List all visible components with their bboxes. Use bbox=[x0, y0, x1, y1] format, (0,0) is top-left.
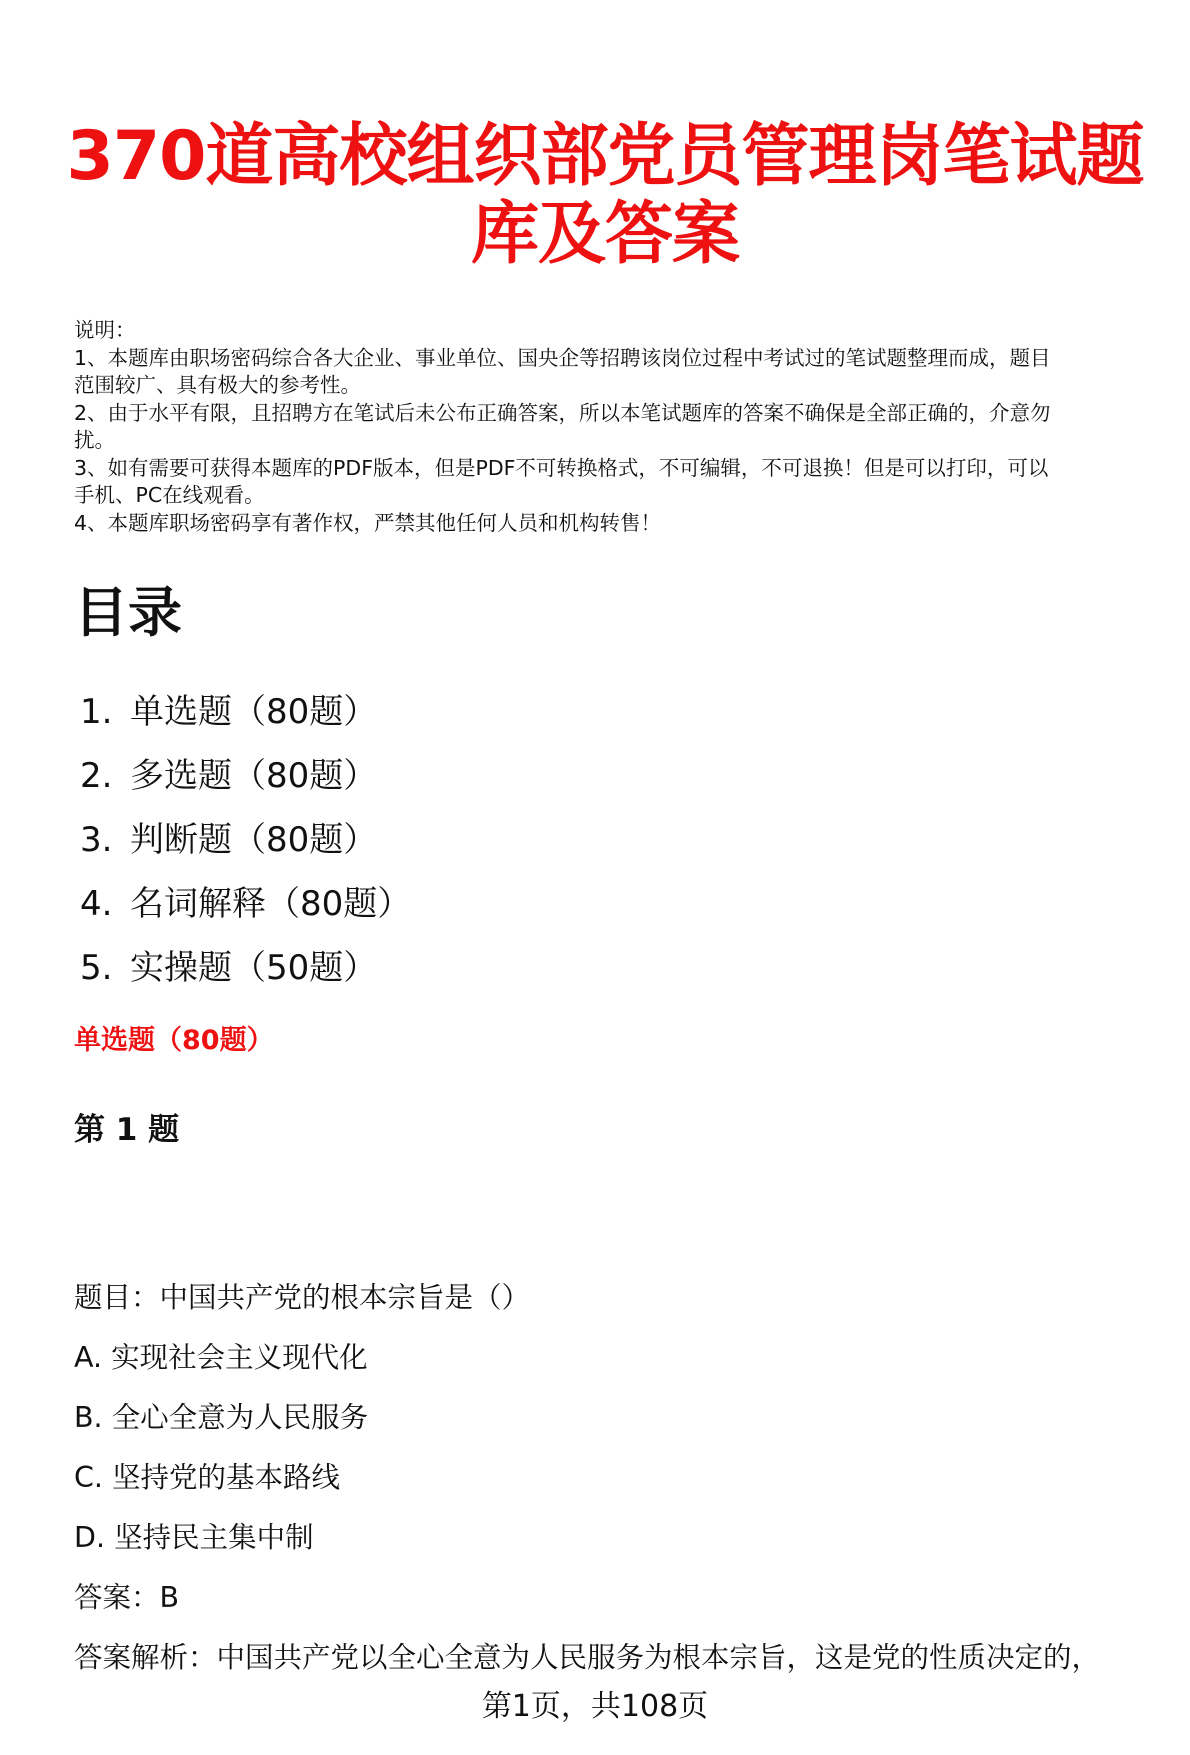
notes-block bbox=[74, 317, 1154, 537]
option-c: C. 坚持党的基本路线 bbox=[74, 1461, 341, 1494]
toc-item-label: 单选题（80题） bbox=[130, 692, 378, 732]
notes-line: 4、本题库职场密码享有著作权，严禁其他任何人员和机构转售！ bbox=[74, 510, 662, 535]
question-block bbox=[74, 1268, 1154, 1688]
title-line-2: 库及答案 bbox=[470, 195, 739, 274]
notes-line: 2、由于水平有限，且招聘方在笔试后未公布正确答案，所以本笔试题库的答案不确保是全部正确的，介意勿 bbox=[74, 400, 1051, 425]
question-number: 第 1 题 bbox=[74, 1112, 180, 1148]
document-title bbox=[60, 118, 1150, 274]
page-footer: 第1页，共108页 bbox=[481, 1689, 709, 1724]
option-a: A. 实现社会主义现代化 bbox=[74, 1341, 368, 1374]
title-line-1: 370道高校组织部党员管理岗笔试题 bbox=[66, 117, 1144, 196]
toc-item-label: 判断题（80题） bbox=[130, 820, 378, 860]
option-d: D. 坚持民主集中制 bbox=[74, 1521, 314, 1554]
answer-analysis: 答案解析：中国共产党以全心全意为人民服务为根本宗旨，这是党的性质决定的， bbox=[74, 1641, 1101, 1674]
option-b: B. 全心全意为人民服务 bbox=[74, 1401, 369, 1434]
toc-item-number: 2. bbox=[80, 756, 113, 796]
toc-item[interactable] bbox=[80, 808, 411, 872]
toc-item-label: 实操题（50题） bbox=[130, 948, 378, 988]
notes-line: 手机、PC在线观看。 bbox=[74, 483, 265, 507]
question-stem: 题目：中国共产党的根本宗旨是（） bbox=[74, 1281, 531, 1314]
toc-item-number: 3. bbox=[80, 820, 113, 860]
toc-item-label: 多选题（80题） bbox=[130, 756, 378, 796]
notes-heading: 说明： bbox=[74, 318, 136, 342]
answer: 答案：B bbox=[74, 1581, 180, 1614]
toc-item-number: 5. bbox=[80, 948, 113, 988]
toc-list bbox=[80, 680, 411, 1000]
notes-line: 范围较广、具有极大的参考性。 bbox=[74, 373, 361, 397]
notes-line: 1、本题库由职场密码综合各大企业、事业单位、国央企等招聘该岗位过程中考试过的笔试题整理而成，题目 bbox=[74, 345, 1051, 370]
notes-line: 扰。 bbox=[74, 428, 115, 452]
toc-item[interactable] bbox=[80, 744, 411, 808]
toc-heading: 目录 bbox=[74, 581, 182, 644]
toc-item[interactable] bbox=[80, 872, 411, 936]
toc-item[interactable] bbox=[80, 680, 411, 744]
toc-item-number: 4. bbox=[80, 884, 113, 924]
toc-item[interactable] bbox=[80, 936, 411, 1000]
toc-item-label: 名词解释（80题） bbox=[130, 884, 412, 924]
toc-item-number: 1. bbox=[80, 692, 113, 732]
section-title: 单选题（80题） bbox=[74, 1025, 274, 1056]
notes-line: 3、如有需要可获得本题库的PDF版本，但是PDF不可转换格式，不可编辑，不可退换！但是可以打印，可以 bbox=[74, 455, 1049, 480]
